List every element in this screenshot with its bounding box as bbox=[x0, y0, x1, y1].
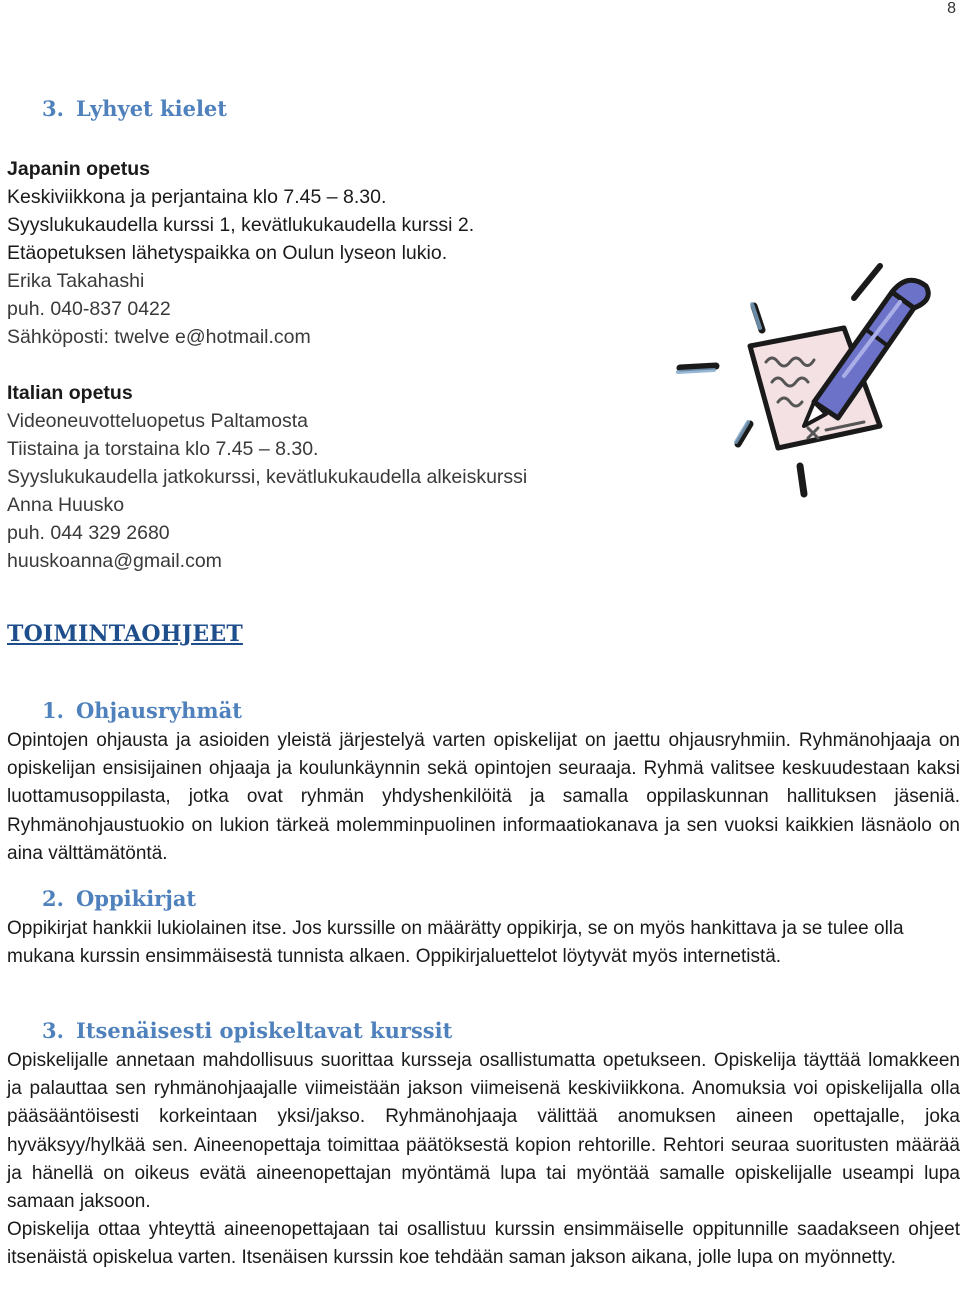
japanese-line: Syyslukukaudella kurssi 1, kevätlukukaudella kurssi 2. bbox=[7, 214, 475, 236]
section-number: 1. bbox=[42, 698, 64, 723]
japanese-title: Japanin opetus bbox=[7, 158, 151, 180]
italian-title: Italian opetus bbox=[7, 382, 133, 404]
paragraph: Opintojen ohjausta ja asioiden yleistä järjestelyä varten opiskelijat on jaettu ohjausryhmiin. Ryhmänohjaaja on opiskelijan ensisijainen ohjaaja ja koulunkäynnin sekä opintojen seuraaja. Ryhmä valitsee keskuudestaan kaksi luottamusoppilasta, jotka ovat ryhmän yhdyshenkilöitä ja samalla oppilaskunnan hallituksen jäseniä. Ryhmänohjaustuokio on lukion tärkeä molemminpuolinen informaatiokanava ja sen vuoksi kaikkien läsnäolo on aina välttämätöntä. bbox=[7, 730, 960, 864]
italian-block bbox=[7, 379, 527, 575]
section-heading-itsenaiset-kurssit bbox=[42, 1018, 452, 1043]
section-heading-oppikirjat bbox=[42, 886, 196, 911]
section-number: 3. bbox=[42, 96, 64, 121]
italian-teacher: Anna Huusko bbox=[7, 494, 125, 516]
page-number: 8 bbox=[947, 0, 956, 17]
section-heading-lyhyet-kielet bbox=[42, 96, 227, 121]
japanese-phone: puh. 040-837 0422 bbox=[7, 298, 171, 320]
accent-mark bbox=[800, 466, 804, 494]
section-title: Itsenäisesti opiskeltavat kurssit bbox=[76, 1018, 453, 1043]
italian-line: Syyslukukaudella jatkokurssi, kevätlukukaudella alkeiskurssi bbox=[7, 466, 528, 488]
accent-mark bbox=[680, 366, 716, 368]
japanese-email: Sähköposti: twelve e@hotmail.com bbox=[7, 326, 311, 348]
section-number: 3. bbox=[42, 1018, 64, 1043]
oppikirjat-text bbox=[7, 915, 960, 971]
section-title: Lyhyet kielet bbox=[76, 96, 227, 121]
ohjausryhmat-text bbox=[7, 727, 960, 868]
paragraph: Opiskelijalle annetaan mahdollisuus suorittaa kursseja osallistumatta opetukseen. Opiskelija täyttää lomakkeen ja palauttaa sen ryhmänohjaajalle viimeistään jakson viimeisenä keskiviikkona. Anomuksia voi opiskelijalla olla pääsääntöisesti korkeintaan yksi/jakso. Ryhmänohjaaja välittää anomuksen aineen opettajalle, joka hyväksyy/hylkää sen. Aineenopettaja toimittaa päätöksestä kopion rehtorille. Rehtori seuraa suoritusten määrää ja hänellä on oikeus evätä aineenopettajan myöntämä lupa tai myöntää samalle opiskelijalle useampi lupa samaan jaksoon. bbox=[7, 1050, 960, 1213]
writing-pen-clipart bbox=[668, 258, 948, 508]
italian-line: Tiistaina ja torstaina klo 7.45 – 8.30. bbox=[7, 438, 319, 460]
japanese-line: Keskiviikkona ja perjantaina klo 7.45 – 8.30. bbox=[7, 186, 387, 208]
section-heading-ohjausryhmat bbox=[42, 698, 242, 723]
itsenaiset-kurssit-text bbox=[7, 1047, 960, 1273]
italian-phone: puh. 044 329 2680 bbox=[7, 522, 170, 544]
section-number: 2. bbox=[42, 886, 64, 911]
japanese-teacher: Erika Takahashi bbox=[7, 270, 145, 292]
japanese-line: Etäopetuksen lähetyspaikka on Oulun lyseon lukio. bbox=[7, 242, 448, 264]
section-title: Ohjausryhmät bbox=[76, 698, 242, 723]
toimintaohjeet-heading: TOIMINTAOHJEET bbox=[7, 621, 243, 647]
section-title: Oppikirjat bbox=[76, 886, 197, 911]
paragraph: Oppikirjat hankkii lukiolainen itse. Jos kurssille on määrätty oppikirja, se on myös hankittava ja se tulee olla mukana kurssin ensimmäisestä tunnista alkaen. Oppikirjaluettelot löytyvät myös internetistä. bbox=[7, 918, 904, 968]
paragraph: Opiskelija ottaa yhteyttä aineenopettajaan tai osallistuu kurssin ensimmäiselle oppitunnille saadakseen ohjeet itsenäistä opiskelua varten. Itsenäisen kurssin koe tehdään saman jakson aikana, jolle lupa on myönnetty. bbox=[7, 1219, 960, 1269]
japanese-block bbox=[7, 155, 474, 351]
italian-line: Videoneuvotteluopetus Paltamosta bbox=[7, 410, 309, 432]
italian-email: huuskoanna@gmail.com bbox=[7, 550, 222, 572]
